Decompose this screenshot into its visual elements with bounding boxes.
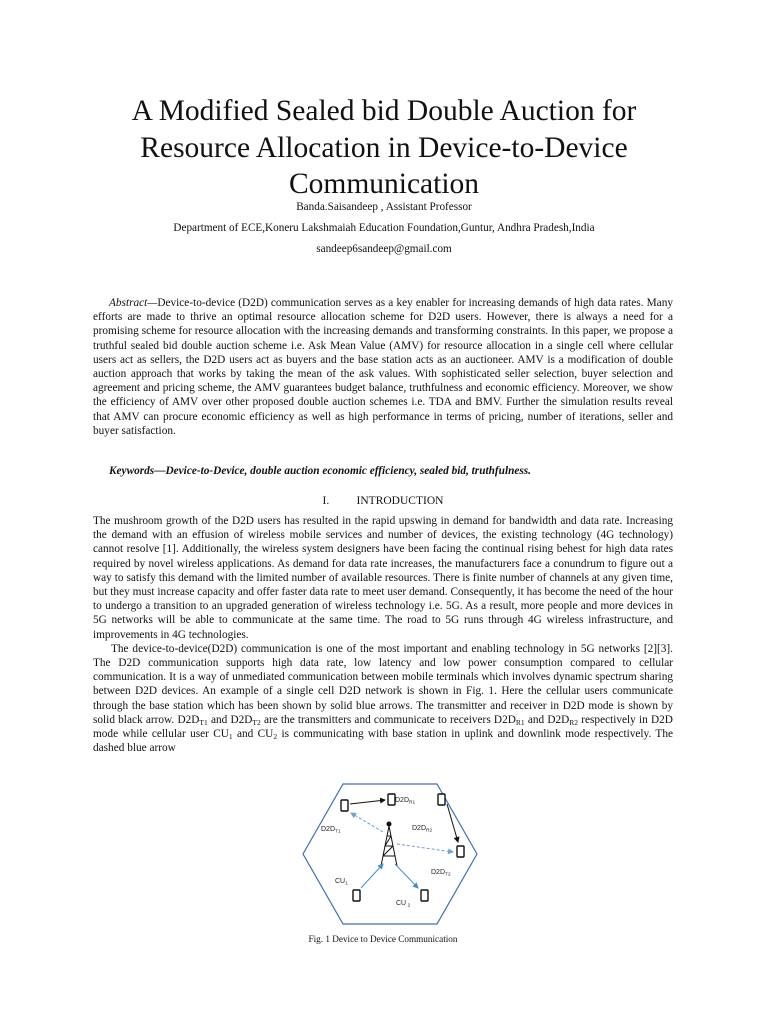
- base-station-icon: [381, 822, 397, 866]
- interference-link-bs-r2: [397, 844, 453, 852]
- author-email: sandeep6sandeep@gmail.com: [316, 243, 452, 255]
- abstract: [93, 296, 673, 438]
- section-heading-introduction: [93, 495, 673, 507]
- interference-link-bs-t1: [351, 813, 383, 832]
- d2d-t2-device: [438, 794, 445, 805]
- d2d-network-diagram: [301, 782, 479, 926]
- label-d2d-r1: $D2D_{R1}$: [395, 797, 416, 806]
- figure-caption: Fig. 1 Device to Device Communication: [308, 934, 458, 944]
- paper-title: [60, 93, 708, 203]
- intro-paragraph-2: The device-to-device(D2D) communication is one of the most important and enabling technology in 5G networks [2][3]. The D2D communication supports high data rate, low latency and low power consumption compared to cellular communication. It is a way of unmediated communication between mobile terminals which involves dynamic spectrum sharing between D2D devices. An example of a single cell D2D network is shown in Fig. 1. Here the cellular users communicate through the base station which has been shown by solid blue arrows. The transmitter and receiver in D2D mode is shown by solid black arrow. $D2D_{T1}$ and $D2D_{T2}$ are the transmitters and communicate to receivers $D2D_{R1}$ and $D2D_{R2}$ respectively in D2D mode while cellular user $CU_1$ and $CU_2$ is communicating with base station in uplink and downlink mode respectively. The dashed blue arrow: [93, 642, 673, 755]
- d2d-r2-device: [457, 846, 464, 857]
- title-line-3: Communication: [288, 168, 480, 200]
- introduction-body: [93, 514, 673, 755]
- label-d2d-t1: $D2D_{T1}$: [321, 826, 341, 835]
- abstract-label: Abstract—: [109, 297, 158, 309]
- label-d2d-t2: $D2D_{T2}$: [431, 869, 451, 878]
- label-cu2: CU $_2$: [396, 900, 411, 909]
- figure-d2d-network: [301, 782, 479, 926]
- section-number: I.: [322, 495, 330, 507]
- keywords-text: Device-to-Device, double auction economic efficiency, sealed bid, truthfulness.: [165, 465, 532, 477]
- d2d-link-t2-r2: [447, 804, 458, 842]
- intro-paragraph-1: The mushroom growth of the D2D users has resulted in the rapid upswing in demand for bandwidth and data rate. Increasing the demand with an effusion of wireless mobile services and number of devices, the existing technology (4G technology) cannot resolve [1]. Additionally, the wireless system designers have been facing the continual rising behest for high data rates required by novel wireless applications. As demand for data rate increases, the manufacturers face a conundrum to figure out a way to satisfy this demand with the limited number of available resources. There is finite number of channels at any given time, but they must increase capacity and offer faster data rate to meet user demand. Consequently, it has become the need of the hour to undergo a transition to an upgraded generation of wireless technology i.e. 5G. As a result, more people and more devices in 5G networks will be able to communicate at the same time. The road to 5G runs through 4G wireless infrastructure, and improvements in 4G technologies.: [93, 515, 673, 641]
- cu1-device: [353, 890, 360, 901]
- abstract-text: Device-to-device (D2D) communication serves as a key enabler for increasing demands of high data rates. Many efforts are made to thrive an optimal resource allocation scheme for D2D users. However, there is always a need for a promising scheme for resource allocation with the increasing demands and transforming constraints. In this paper, we propose a truthful sealed bid double auction scheme i.e. Ask Mean Value (AMV) for resource allocation in a single cell where cellular users act as sellers, the D2D users act as buyers and the base station acts as an auctioneer. AMV is a modification of double auction approach that works by taking the mean of the ask values. With sophisticated seller selection, buyer selection and agreement and pricing scheme, the AMV guarantees budget balance, truthfulness and economic efficiency. Moreover, we show the efficiency of AMV over other proposed double auction schemes i.e. TDA and BMV. Further the simulation results reveal that AMV can procure economic efficiency as well as high performance in terms of pricing, number of iterations, seller and buyer satisfaction.: [93, 297, 673, 437]
- title-line-1: A Modified Sealed bid Double Auction for: [131, 95, 637, 127]
- label-cu1: $CU_1$: [335, 878, 348, 887]
- downlink-bs-cu2: [395, 864, 418, 888]
- keywords: [93, 464, 673, 478]
- uplink-cu1-bs: [361, 864, 383, 888]
- d2d-link-t1-r1: [350, 800, 385, 804]
- affiliation-line: Department of ECE,Koneru Lakshmaiah Education Foundation,Guntur, Andhra Pradesh,India: [173, 222, 595, 234]
- d2d-t1-device: [341, 800, 348, 811]
- cu2-device: [421, 890, 428, 901]
- label-d2d-r2: $D2D_{R2}$: [412, 825, 433, 834]
- section-title: INTRODUCTION: [356, 495, 444, 507]
- title-line-2: Resource Allocation in Device-to-Device: [140, 131, 628, 164]
- keywords-label: Keywords—: [109, 465, 166, 477]
- d2d-r1-device: [388, 794, 395, 805]
- author-line: Banda.Saisandeep , Assistant Professor: [296, 201, 472, 213]
